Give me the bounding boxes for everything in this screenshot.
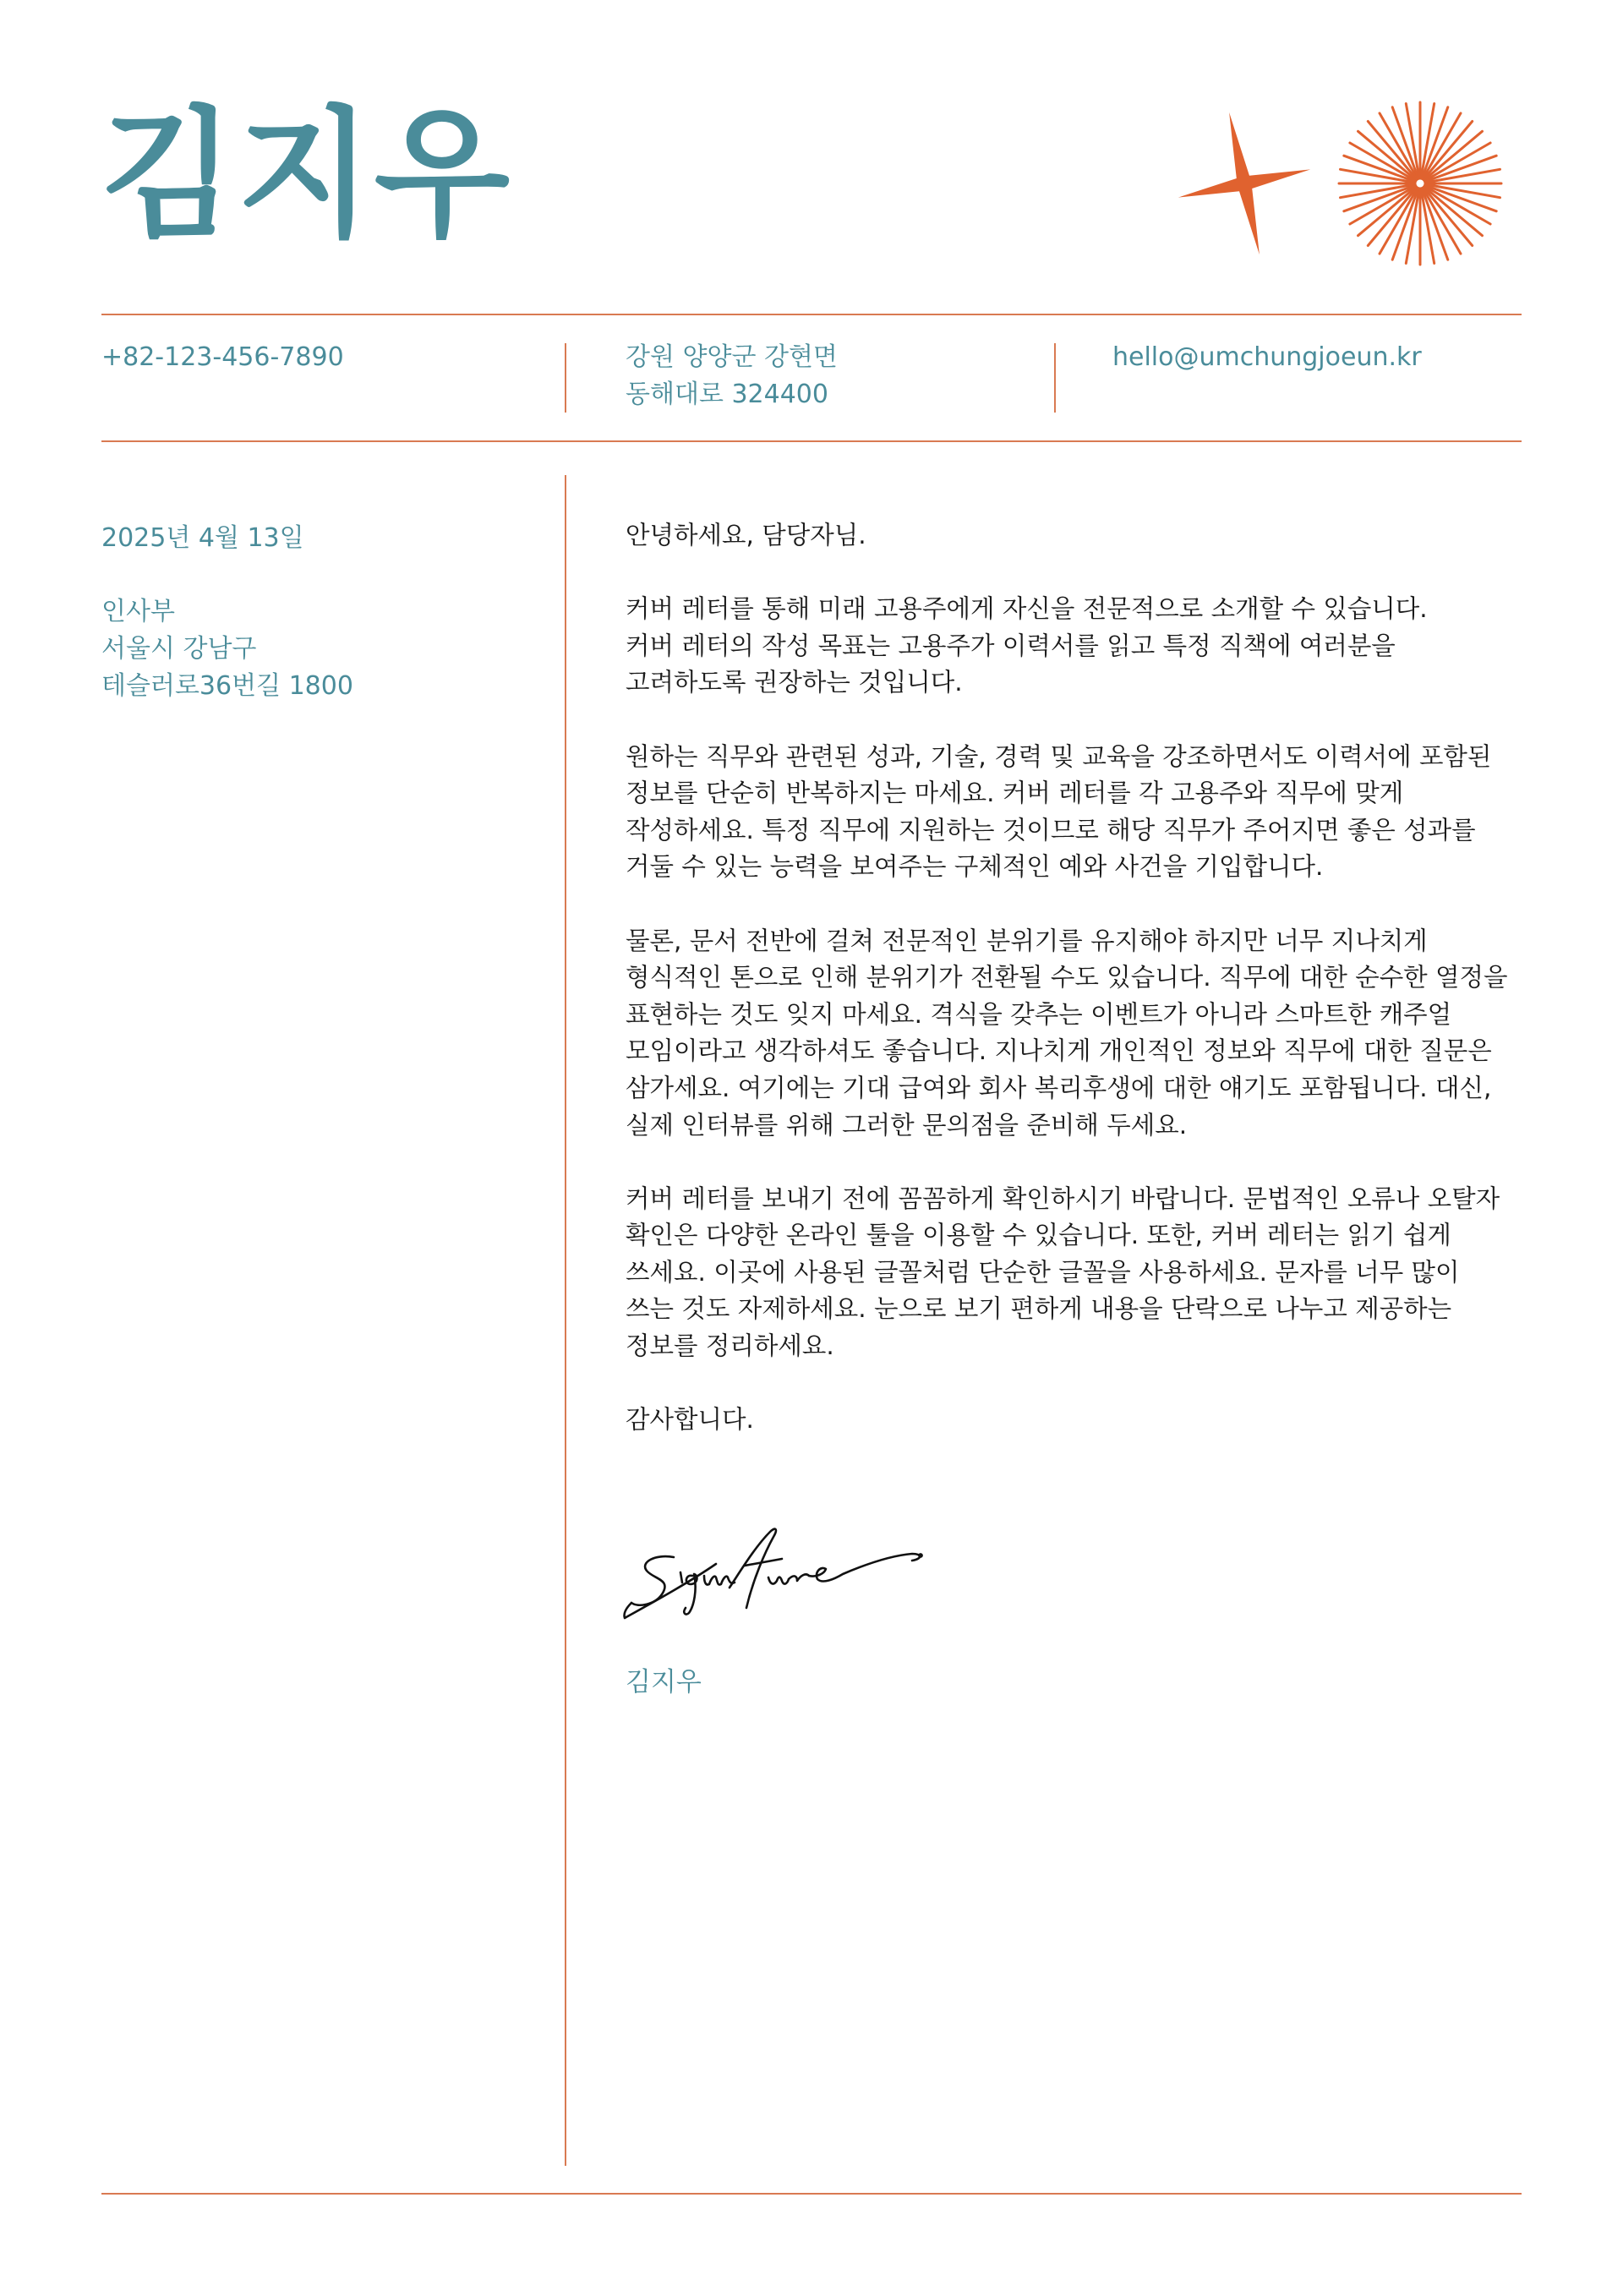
footer-rule (101, 2193, 1522, 2195)
signature-name: 김지우 (626, 1667, 702, 1697)
contact-address (626, 339, 838, 413)
header-top-rule (101, 314, 1522, 315)
contact-phone: +82-123-456-7890 (101, 342, 344, 372)
recipient-line-1: 인사부 (101, 597, 175, 626)
letter-greeting: 안녕하세요, 담당자님. (626, 521, 866, 549)
contact-divider-2 (1054, 343, 1056, 413)
letter-date: 2025년 4월 13일 (101, 523, 304, 553)
four-point-star-icon (1178, 112, 1311, 254)
address-line-1: 강원 양양군 강현면 (626, 342, 838, 372)
letter-closing: 감사합니다. (626, 1405, 754, 1435)
recipient-line-3: 테슬러로36번길 1800 (101, 671, 353, 701)
header-bottom-rule (101, 440, 1522, 442)
letter-body (626, 517, 1538, 1475)
letter-paragraph-1: 커버 레터를 통해 미래 고용주에게 자신을 전문적으로 소개할 수 있습니다. 커버 레터의 작성 목표는 고용주가 이력서를 읽고 특정 직책에 여러분을 고려하도록 권장하는 것입니다. (626, 594, 1428, 697)
column-divider (565, 475, 566, 2166)
contact-divider-1 (565, 343, 566, 413)
handwritten-signature (621, 1513, 926, 1640)
recipient-block (101, 593, 353, 705)
contact-email: hello@umchungjoeun.kr (1112, 342, 1422, 372)
header-emblem (1167, 97, 1522, 275)
sunburst-icon (1339, 102, 1501, 265)
recipient-line-2: 서울시 강남구 (101, 634, 257, 664)
page-title: 김지우 (100, 94, 512, 257)
letter-paragraph-3: 물론, 문서 전반에 걸쳐 전문적인 분위기를 유지해야 하지만 너무 지나치게 형식적인 톤으로 인해 분위기가 전환될 수도 있습니다. 직무에 대한 순수한 열정을 표현하는 것도 잊지 마세요. 격식을 갖추는 이벤트가 아니라 스마트한 캐주얼 모임이라고 생각하셔도 좋습니다. 지나치게 개인적인 정보와 직무에 대한 질문은 삼가세요. 여기에는 기대 급여와 회사 복리후생에 대한 얘기도 포함됩니다. 대신, 실제 인터뷰를 위해 그러한 문의점을 준비해 두세요. (626, 926, 1508, 1140)
address-line-2: 동해대로 324400 (626, 380, 828, 409)
letter-paragraph-4: 커버 레터를 보내기 전에 꼼꼼하게 확인하시기 바랍니다. 문법적인 오류나 오탈자 확인은 다양한 온라인 툴을 이용할 수 있습니다. 또한, 커버 레터는 읽기 쉽게 쓰세요. 이곳에 사용된 글꼴처럼 단순한 글꼴을 사용하세요. 문자를 너무 많이 쓰는 것도 자제하세요. 눈으로 보기 편하게 내용을 단락으로 나누고 제공하는 정보를 정리하세요. (626, 1184, 1500, 1361)
letter-paragraph-2: 원하는 직무와 관련된 성과, 기술, 경력 및 교육을 강조하면서도 이력서에 포함된 정보를 단순히 반복하지는 마세요. 커버 레터를 각 고용주와 직무에 맞게 작성하세요. 특정 직무에 지원하는 것이므로 해당 직무가 주어지면 좋은 성과를 거둘 수 있는 능력을 보여주는 구체적인 예와 사건을 기입합니다. (626, 741, 1492, 882)
